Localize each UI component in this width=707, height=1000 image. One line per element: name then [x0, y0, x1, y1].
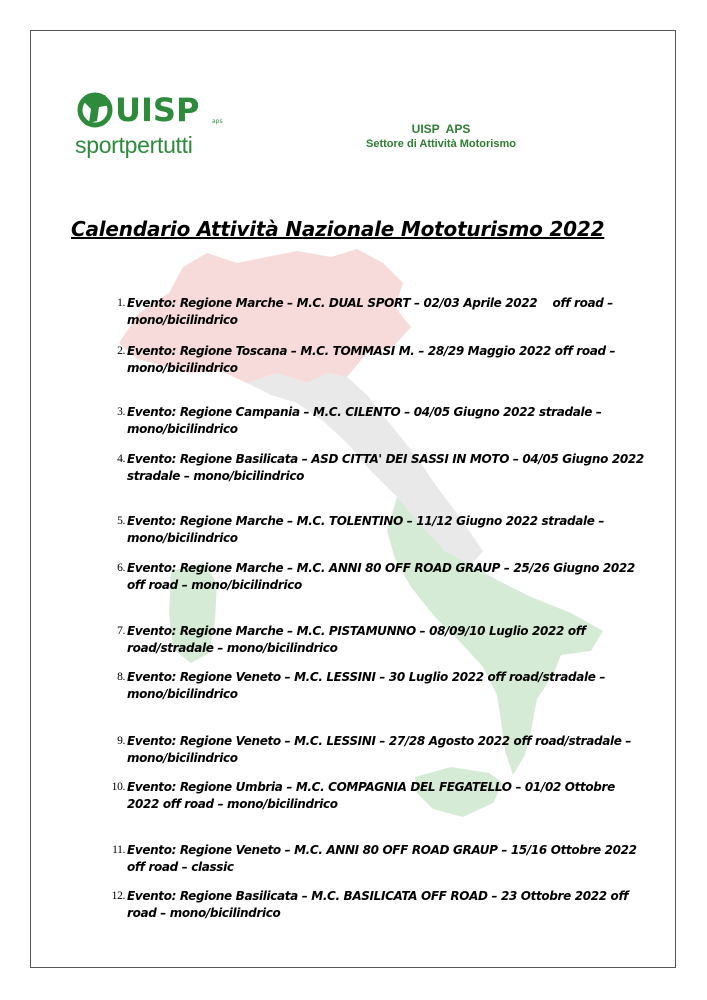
event-number: 10. — [111, 781, 125, 793]
event-item — [117, 295, 647, 329]
event-item — [117, 513, 647, 547]
event-number: 12. — [111, 890, 125, 902]
event-number: 2. — [117, 345, 125, 357]
event-item — [117, 343, 647, 377]
event-text: Evento: Regione Basilicata – M.C. BASILICATA OFF ROAD – 23 Ottobre 2022 off road – mono/bicilindrico — [127, 889, 629, 920]
organization-name: UISP APS — [411, 122, 471, 136]
event-text: Evento: Regione Veneto – M.C. LESSINI – 30 Luglio 2022 off road/stradale – mono/bicilindrico — [127, 670, 605, 701]
event-text: Evento: Regione Veneto – M.C. LESSINI – 27/28 Agosto 2022 off road/stradale – mono/bicilindrico — [127, 734, 632, 765]
event-item — [111, 888, 647, 922]
event-item — [117, 560, 647, 594]
event-number: 4. — [117, 453, 125, 465]
logo-brand-text: UISP — [115, 91, 200, 129]
logo-tagline: sportpertutti — [75, 132, 193, 158]
event-text: Evento: Regione Marche – M.C. TOLENTINO – 11/12 Giugno 2022 stradale – mono/bicilindrico — [127, 514, 605, 545]
event-number: 7. — [117, 625, 125, 637]
event-item — [117, 669, 647, 703]
event-list — [31, 31, 676, 968]
page-frame — [30, 30, 676, 968]
event-number: 1. — [117, 297, 125, 309]
event-text: Evento: Regione Veneto – M.C. ANNI 80 OFF ROAD GRAUP – 15/16 Ottobre 2022 off road – classic — [127, 843, 637, 874]
event-number: 5. — [117, 515, 125, 527]
event-number: 3. — [117, 406, 125, 418]
event-item — [112, 842, 647, 876]
event-text: Evento: Regione Toscana – M.C. TOMMASI M. – 28/29 Maggio 2022 off road – mono/bicilindrico — [127, 344, 616, 375]
event-text: Evento: Regione Umbria – M.C. COMPAGNIA DEL FEGATELLO – 01/02 Ottobre 2022 off road – mono/bicilindrico — [127, 780, 615, 811]
event-text: Evento: Regione Marche – M.C. ANNI 80 OFF ROAD GRAUP – 25/26 Giugno 2022 off road – mono/bicilindrico — [127, 561, 635, 592]
logo-aps-text: aps — [212, 118, 223, 125]
event-item — [117, 733, 647, 767]
event-item — [117, 623, 647, 657]
event-text: Evento: Regione Basilicata – ASD CITTA' DEI SASSI IN MOTO – 04/05 Giugno 2022 stradale – mono/bicilindrico — [127, 452, 644, 483]
event-text: Evento: Regione Marche – M.C. DUAL SPORT – 02/03 Aprile 2022 off road – mono/bicilindrico — [127, 296, 617, 327]
event-number: 11. — [112, 844, 125, 856]
document-title: Calendario Attività Nazionale Mototurismo 2022 — [71, 217, 605, 241]
event-number: 9. — [117, 735, 125, 747]
event-item — [117, 451, 647, 485]
event-item — [111, 779, 647, 813]
event-number: 6. — [117, 562, 125, 574]
event-number: 8. — [117, 671, 125, 683]
organization-sector: Settore di Attività Motorismo — [366, 138, 516, 150]
event-text: Evento: Regione Campania – M.C. CILENTO – 04/05 Giugno 2022 stradale – mono/bicilindrico — [127, 405, 602, 436]
event-text: Evento: Regione Marche – M.C. PISTAMUNNO – 08/09/10 Luglio 2022 off road/stradale – mono/bicilindrico — [127, 624, 586, 655]
event-item — [117, 404, 647, 438]
